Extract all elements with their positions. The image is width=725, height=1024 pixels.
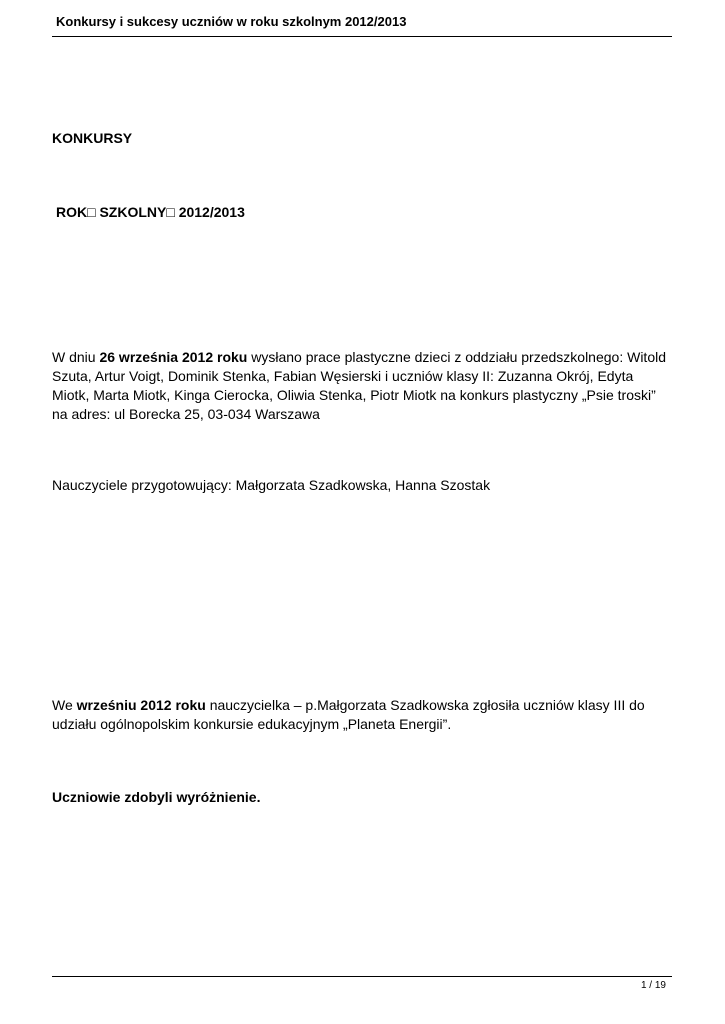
paragraph-text: nauczycielka – p.Małgorzata Szadkowska zgłosiła uczniów klasy III do udziału ogólnopolskim konkursie edukacyjnym „Planeta Energii”. <box>52 697 645 732</box>
result-line: Uczniowie zdobyli wyróżnienie. <box>52 789 261 805</box>
page-footer <box>52 976 672 991</box>
paragraph-date: wrześniu 2012 roku <box>76 697 206 713</box>
paragraph-text: wysłano prace plastyczne dzieci z oddziału przedszkolnego: Witold Szuta, Artur Voigt, Dominik Stenka, Fabian Węsierski i uczniów klasy II: Zuzanna Okrój, Edyta Miotk, Marta Miotk, Kinga Cierocka, Oliwia Stenka, Piotr Miotk na konkurs plastyczny „Psie troski” na adres: ul Borecka 25, 03-034 Warszawa <box>52 349 666 422</box>
paragraph-energy-contest <box>52 696 672 734</box>
paragraph-prefix: W dniu <box>52 349 100 365</box>
paragraph-date: 26 września 2012 roku <box>99 349 248 365</box>
paragraph-prefix: We <box>52 697 77 713</box>
page-number: 1 / 19 <box>640 980 666 991</box>
document-title: Konkursy i sukcesy uczniów w roku szkolnym 2012/2013 <box>56 14 407 29</box>
section-heading: KONKURSY <box>52 130 133 146</box>
paragraph-art-contest <box>52 348 672 424</box>
teachers-line: Nauczyciele przygotowujący: Małgorzata Szadkowska, Hanna Szostak <box>52 477 491 493</box>
page-header <box>52 12 672 37</box>
school-year-heading: ROK□ SZKOLNY□ 2012/2013 <box>56 204 245 220</box>
